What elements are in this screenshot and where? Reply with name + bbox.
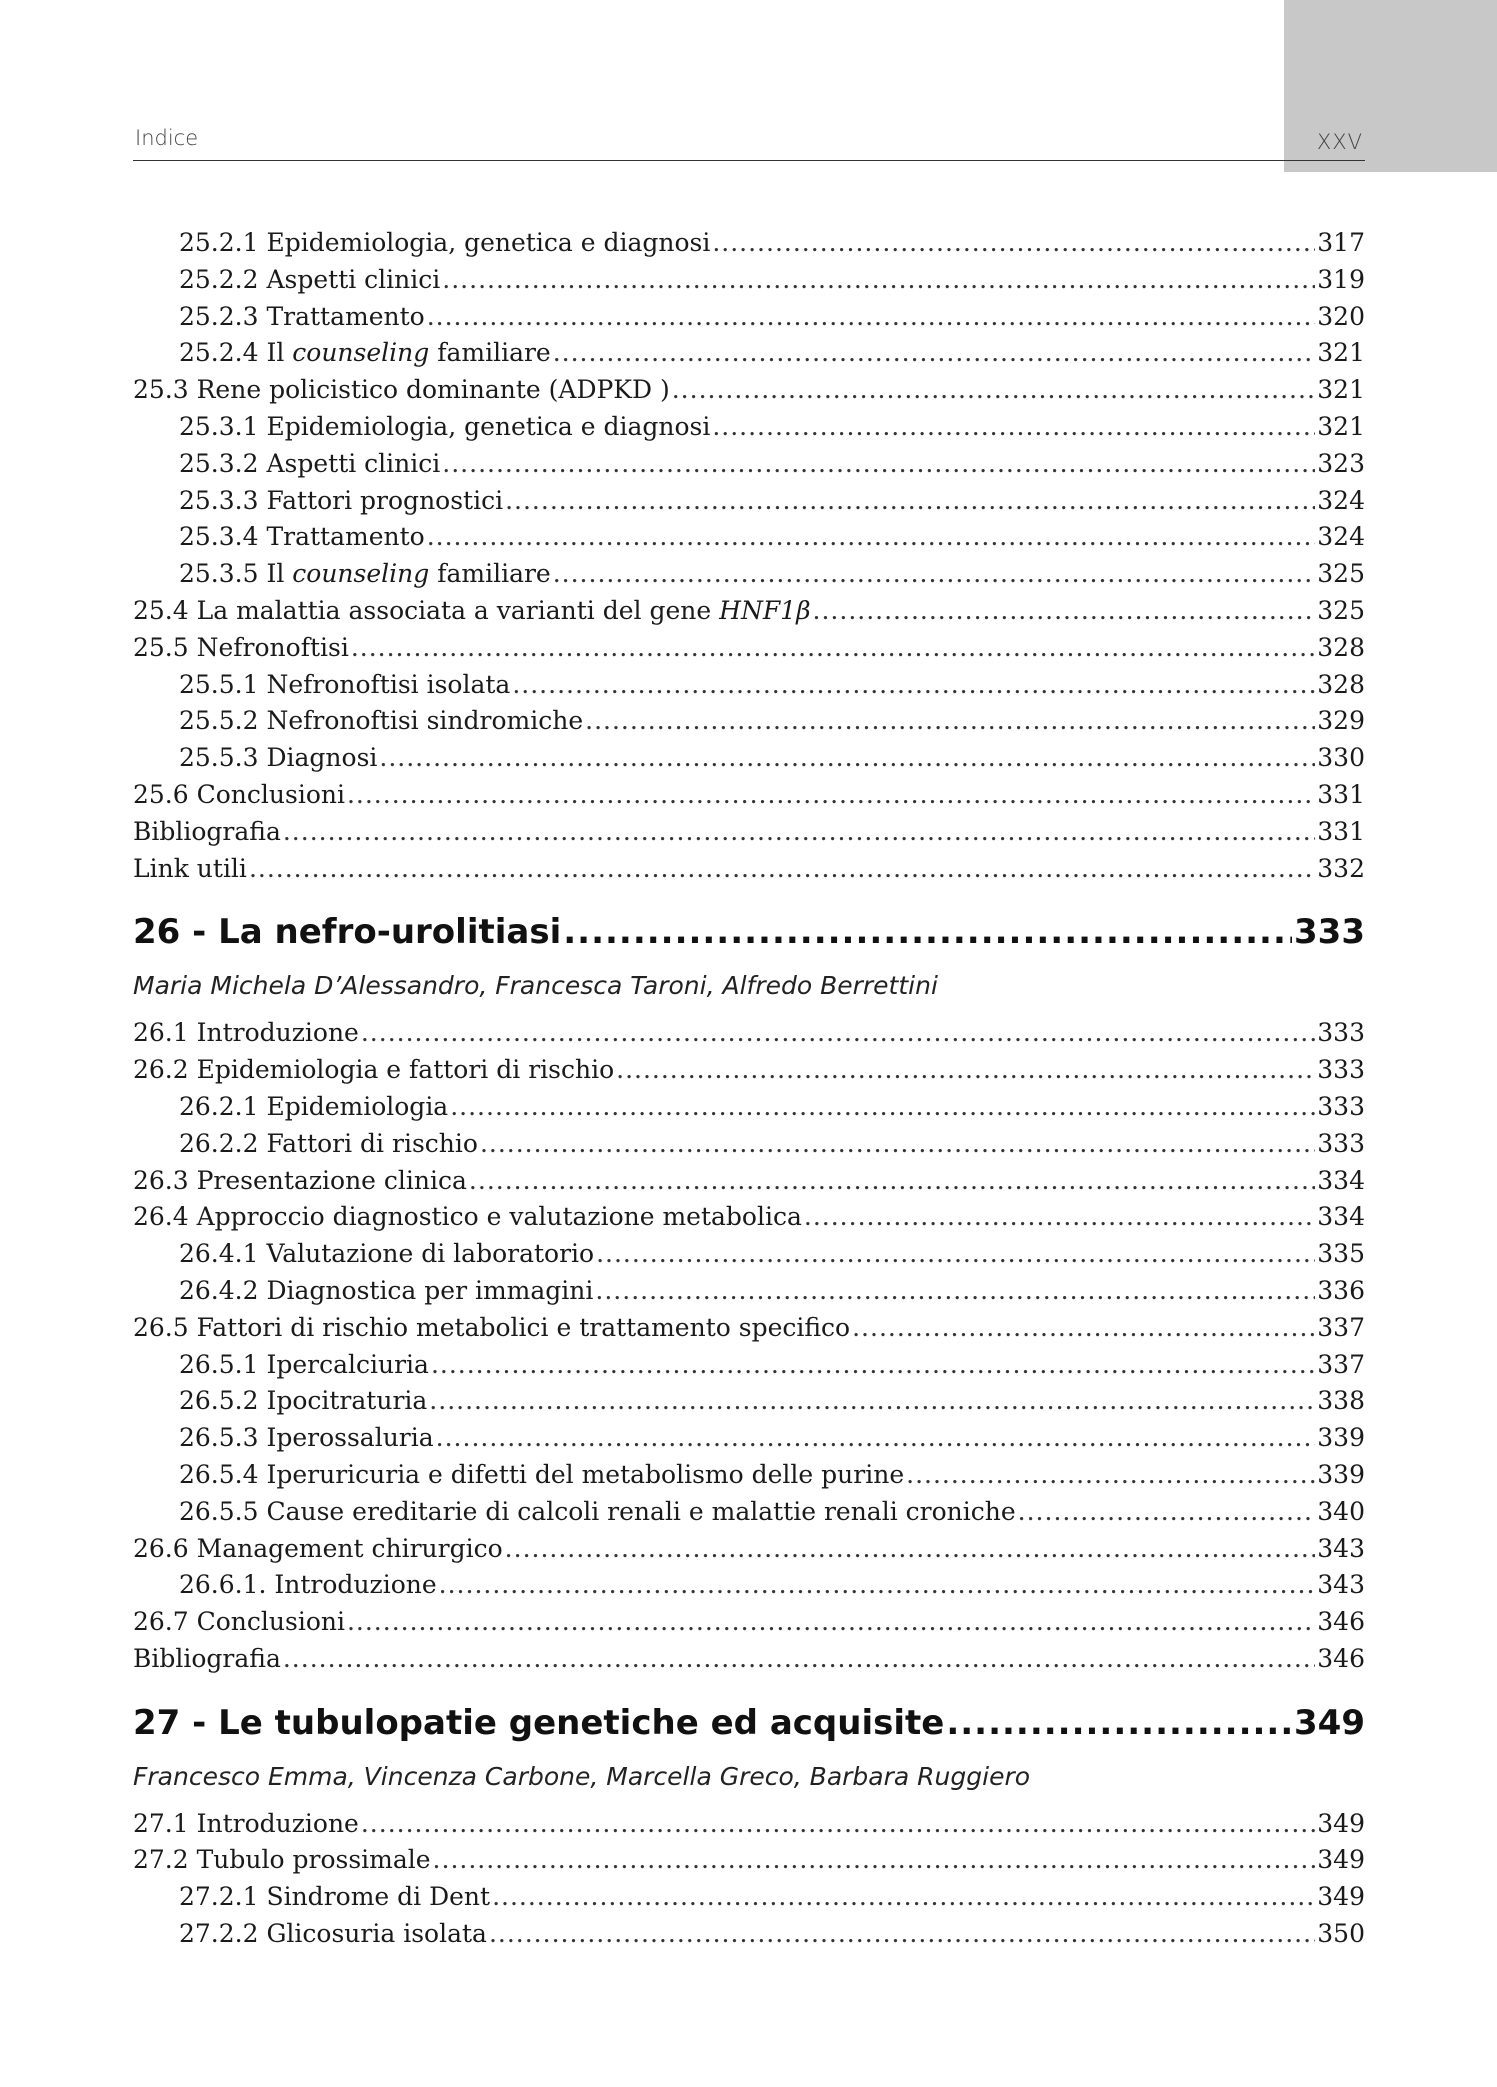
entry-label: 25.3.2 Aspetti clinici [179, 448, 441, 478]
leader-dots [379, 743, 1315, 772]
entry-label: 27.1 Introduzione [133, 1808, 359, 1838]
chapter-title: 27 - Le tubulopatie genetiche ed acquisite [133, 1702, 945, 1743]
entry-page: 321 [1317, 338, 1365, 368]
entry-label: 25.3 Rene policistico dominante (ADPKD ) [133, 375, 670, 405]
toc-entry[interactable] [133, 1570, 1365, 1607]
chapter-page: 333 [1294, 912, 1365, 953]
entry-label: 25.5.2 Nefronoftisi sindromiche [179, 706, 584, 736]
leader-dots [480, 1129, 1315, 1158]
entry-label: 25.5.1 Nefronoftisi isolata [179, 669, 511, 699]
leader-dots [489, 1919, 1315, 1948]
leader-dots [442, 265, 1315, 294]
toc-entry[interactable] [133, 1129, 1365, 1166]
leader-dots [439, 1570, 1316, 1599]
toc-entry[interactable] [133, 412, 1365, 449]
entry-page: 323 [1317, 448, 1365, 478]
entry-label: 26.5.1 Ipercalciuria [179, 1349, 429, 1379]
toc-entry[interactable] [133, 1644, 1365, 1681]
entry-page: 332 [1317, 853, 1365, 883]
leader-dots [505, 1534, 1316, 1563]
section-title: Indice [135, 126, 199, 150]
chapter-heading-26[interactable] [133, 912, 1365, 960]
toc-entry[interactable] [133, 1092, 1365, 1129]
entry-label: 26.1 Introduzione [133, 1018, 359, 1048]
toc-entry[interactable] [133, 522, 1365, 559]
entry-label-text: familiare [429, 559, 551, 589]
entry-label: 25.3.1 Epidemiologia, genetica e diagnosi [179, 411, 711, 441]
entry-page: 336 [1317, 1275, 1365, 1305]
leader-dots [450, 1092, 1315, 1121]
entry-label: 26.4.2 Diagnostica per immagini [179, 1275, 594, 1305]
entry-label: 27.2.2 Glicosuria isolata [179, 1919, 487, 1949]
entry-page: 328 [1317, 669, 1365, 699]
toc-entry[interactable] [133, 1386, 1365, 1423]
entry-label: 27.2 Tubulo prossimale [133, 1845, 431, 1875]
entry-label: 26.7 Conclusioni [133, 1607, 345, 1637]
leader-dots [505, 486, 1315, 515]
leader-dots [595, 1276, 1315, 1305]
leader-dots [512, 670, 1315, 699]
page-number: XXV [1316, 130, 1363, 154]
entry-label-text: familiare [429, 338, 551, 368]
toc-block-chapter-25 [133, 228, 1365, 890]
toc-entry[interactable] [133, 1460, 1365, 1497]
entry-label: 26.2.2 Fattori di rischio [179, 1128, 478, 1158]
entry-page: 340 [1317, 1496, 1365, 1526]
entry-label: 27.2.1 Sindrome di Dent [179, 1882, 491, 1912]
entry-page: 339 [1317, 1459, 1365, 1489]
entry-label: 25.3.4 Trattamento [179, 522, 425, 552]
entry-page: 335 [1317, 1239, 1365, 1269]
toc-entry[interactable] [133, 1350, 1365, 1387]
leader-dots [946, 1703, 1292, 1743]
toc-entry[interactable] [133, 338, 1365, 375]
table-of-contents [133, 228, 1365, 1956]
entry-page: 321 [1317, 411, 1365, 441]
toc-entry[interactable] [133, 1202, 1365, 1239]
entry-page: 337 [1317, 1312, 1365, 1342]
entry-label: 25.5.3 Diagnosi [179, 743, 378, 773]
entry-page: 328 [1317, 632, 1365, 662]
leader-dots [347, 780, 1315, 809]
toc-entry[interactable] [133, 817, 1365, 854]
toc-entry[interactable] [133, 265, 1365, 302]
toc-entry[interactable] [133, 743, 1365, 780]
entry-label [133, 596, 811, 625]
entry-label: 26.6 Management chirurgico [133, 1533, 503, 1563]
leader-dots [712, 412, 1315, 441]
toc-entry[interactable] [133, 1607, 1365, 1644]
entry-label-italic: counseling [292, 338, 430, 368]
entry-page: 317 [1317, 228, 1365, 257]
entry-page: 349 [1317, 1882, 1365, 1912]
entry-page: 331 [1317, 779, 1365, 809]
toc-entry[interactable] [133, 1423, 1365, 1460]
toc-entry[interactable] [133, 854, 1365, 891]
running-head [133, 126, 1365, 161]
toc-entry[interactable] [133, 1845, 1365, 1882]
toc-entry[interactable] [133, 1018, 1365, 1055]
toc-entry[interactable] [133, 1166, 1365, 1203]
entry-label: 26.2.1 Epidemiologia [179, 1091, 449, 1121]
entry-label: Link utili [133, 853, 247, 883]
chapter-page: 349 [1294, 1702, 1365, 1743]
toc-block-chapter-26 [133, 1018, 1365, 1680]
toc-entry[interactable] [133, 596, 1365, 633]
leader-dots [553, 338, 1316, 367]
entry-label: 26.3 Presentazione clinica [133, 1165, 467, 1195]
entry-page: 334 [1317, 1202, 1365, 1232]
entry-page: 349 [1317, 1845, 1365, 1875]
leader-dots [813, 596, 1316, 625]
entry-label: 26.6.1. Introduzione [179, 1570, 437, 1600]
entry-label-italic: HNF1β [719, 595, 811, 625]
entry-page: 349 [1317, 1808, 1365, 1838]
leader-dots [442, 449, 1315, 478]
entry-page: 319 [1317, 264, 1365, 294]
entry-label: Bibliografia [133, 816, 281, 846]
entry-page: 343 [1317, 1570, 1365, 1600]
entry-label: 25.2.2 Aspetti clinici [179, 264, 441, 294]
entry-page: 346 [1317, 1643, 1365, 1673]
entry-label: 26.5.2 Ipocitraturia [179, 1386, 428, 1416]
toc-entry[interactable] [133, 1239, 1365, 1276]
entry-page: 334 [1317, 1165, 1365, 1195]
entry-label: 26.5.3 Iperossaluria [179, 1423, 434, 1453]
toc-entry[interactable] [133, 1497, 1365, 1534]
leader-dots [553, 559, 1316, 588]
toc-entry[interactable] [133, 1313, 1365, 1350]
entry-page: 333 [1317, 1091, 1365, 1121]
entry-label-text: 25.4 La malattia associata a varianti del gene [133, 595, 720, 625]
entry-label: 26.5.5 Cause ereditarie di calcoli renali e malattie renali croniche [179, 1496, 1016, 1526]
leader-dots [1018, 1497, 1316, 1526]
entry-page: 331 [1317, 816, 1365, 846]
leader-dots [347, 1607, 1315, 1636]
toc-block-chapter-27 [133, 1809, 1365, 1956]
toc-entry[interactable] [133, 780, 1365, 817]
leader-dots [427, 522, 1316, 551]
entry-label [179, 559, 551, 588]
toc-entry[interactable] [133, 302, 1365, 339]
leader-dots [283, 1644, 1315, 1673]
chapter-authors-26: Maria Michela D’Alessandro, Francesca Taroni, Alfredo Berrettini [133, 971, 938, 1001]
entry-label-text: 25.3.5 Il [179, 559, 293, 589]
entry-label: 25.3.3 Fattori prognostici [179, 485, 504, 515]
entry-label: Bibliografia [133, 1643, 281, 1673]
entry-label: 25.6 Conclusioni [133, 779, 345, 809]
toc-entry[interactable] [133, 486, 1365, 523]
leader-dots [436, 1423, 1316, 1452]
leader-dots [249, 854, 1315, 883]
entry-label: 26.5.4 Iperuricuria e difetti del metabolismo delle purine [179, 1459, 905, 1489]
leader-dots [585, 706, 1315, 735]
toc-entry[interactable] [133, 228, 1365, 265]
leader-dots [906, 1460, 1315, 1489]
toc-entry[interactable] [133, 1882, 1365, 1919]
entry-page: 329 [1317, 706, 1365, 736]
toc-entry[interactable] [133, 706, 1365, 743]
entry-page: 350 [1317, 1919, 1365, 1949]
entry-label: 25.2.3 Trattamento [179, 301, 425, 331]
entry-label [179, 338, 551, 367]
entry-label: 26.4 Approccio diagnostico e valutazione metabolica [133, 1202, 802, 1232]
entry-page: 320 [1317, 301, 1365, 331]
chapter-authors-27: Francesco Emma, Vincenza Carbone, Marcella Greco, Barbara Ruggiero [133, 1761, 1031, 1791]
entry-page: 343 [1317, 1533, 1365, 1563]
toc-entry[interactable] [133, 670, 1365, 707]
entry-page: 337 [1317, 1349, 1365, 1379]
leader-dots [431, 1350, 1315, 1379]
leader-dots [672, 375, 1316, 404]
leader-dots [852, 1313, 1315, 1342]
chapter-heading-27[interactable] [133, 1703, 1365, 1751]
leader-dots [712, 228, 1315, 257]
leader-dots [492, 1882, 1315, 1911]
entry-page: 339 [1317, 1423, 1365, 1453]
entry-label: 26.4.1 Valutazione di laboratorio [179, 1239, 595, 1269]
entry-page: 330 [1317, 743, 1365, 773]
leader-dots [351, 633, 1315, 662]
entry-page: 324 [1317, 522, 1365, 552]
entry-label-text: 25.2.4 Il [179, 338, 293, 368]
leader-dots [361, 1018, 1315, 1047]
toc-entry[interactable] [133, 559, 1365, 596]
entry-page: 321 [1317, 375, 1365, 405]
toc-entry[interactable] [133, 1276, 1365, 1313]
toc-entry[interactable] [133, 1919, 1365, 1956]
toc-entry[interactable] [133, 1534, 1365, 1571]
leader-dots [469, 1166, 1315, 1195]
entry-page: 333 [1317, 1128, 1365, 1158]
entry-label: 25.5 Nefronoftisi [133, 632, 349, 662]
toc-entry[interactable] [133, 449, 1365, 486]
leader-dots [563, 912, 1292, 952]
leader-dots [361, 1809, 1315, 1838]
leader-dots [283, 817, 1315, 846]
entry-page: 338 [1317, 1386, 1365, 1416]
leader-dots [616, 1055, 1315, 1084]
leader-dots [596, 1239, 1315, 1268]
entry-page: 346 [1317, 1607, 1365, 1637]
entry-page: 325 [1317, 559, 1365, 589]
entry-page: 333 [1317, 1055, 1365, 1085]
toc-entry[interactable] [133, 1809, 1365, 1846]
toc-entry[interactable] [133, 1055, 1365, 1092]
entry-label: 25.2.1 Epidemiologia, genetica e diagnosi [179, 228, 711, 257]
entry-page: 333 [1317, 1018, 1365, 1048]
toc-entry[interactable] [133, 375, 1365, 412]
entry-label-italic: counseling [292, 559, 430, 589]
chapter-title: 26 - La nefro-urolitiasi [133, 912, 562, 953]
toc-entry[interactable] [133, 633, 1365, 670]
entry-label: 26.2 Epidemiologia e fattori di rischio [133, 1055, 615, 1085]
entry-page: 324 [1317, 485, 1365, 515]
leader-dots [427, 302, 1316, 331]
leader-dots [433, 1845, 1316, 1874]
leader-dots [804, 1202, 1315, 1231]
leader-dots [429, 1386, 1315, 1415]
entry-page: 325 [1317, 595, 1365, 625]
entry-label: 26.5 Fattori di rischio metabolici e trattamento specifico [133, 1312, 851, 1342]
